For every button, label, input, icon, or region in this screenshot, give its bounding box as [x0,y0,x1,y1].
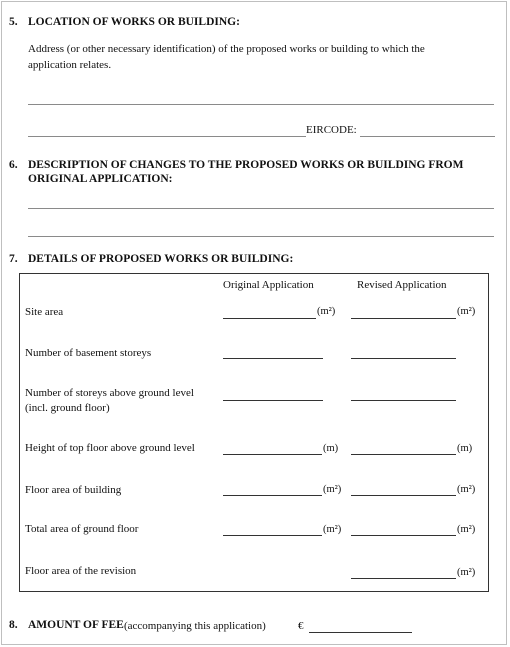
section-5-number: 5. [9,16,18,28]
row-label-storeys-above-ground: Number of storeys above ground level [25,387,194,399]
storeys-original-field[interactable] [223,400,323,401]
ground-floor-revised-field[interactable] [351,535,456,536]
unit-label: (m²) [457,484,476,495]
unit-label: (m²) [457,306,476,317]
unit-label: (m) [323,443,339,454]
euro-symbol: € [298,620,304,632]
height-revised-field[interactable] [351,454,456,455]
floor-area-revised-field[interactable] [351,495,456,496]
storeys-revised-field[interactable] [351,400,456,401]
unit-label: (m) [457,443,473,454]
fee-amount-field[interactable] [309,632,412,633]
row-label-revision-floor-area: Floor area of the revision [25,565,137,577]
row-label-ground-floor-area: Total area of ground floor [25,523,139,535]
unit-label: (m²) [323,484,342,495]
basement-revised-field[interactable] [351,358,456,359]
section-5-text-line2: application relates. [28,59,112,71]
section-6-title-line2: ORIGINAL APPLICATION: [28,173,173,185]
column-header-revised: Revised Application [357,279,447,291]
section-7-number: 7. [9,253,18,265]
details-table [19,273,489,592]
row-label-floor-area-building: Floor area of building [25,484,122,496]
section-5-title: LOCATION OF WORKS OR BUILDING: [28,16,240,28]
column-header-original: Original Application [223,279,314,291]
row-label-site-area: Site area [25,306,64,318]
unit-label: (m²) [317,306,336,317]
section-6-number: 6. [9,159,18,171]
row-label-storeys-note: (incl. ground floor) [25,402,110,414]
site-area-original-field[interactable] [223,318,316,319]
unit-label: (m²) [323,524,342,535]
ground-floor-original-field[interactable] [223,535,322,536]
unit-label: (m²) [457,567,476,578]
unit-label: (m²) [457,524,476,535]
section-5-text-line1: Address (or other necessary identification) of the proposed works or building to which the [28,43,425,55]
basement-original-field[interactable] [223,358,323,359]
row-label-height-top-floor: Height of top floor above ground level [25,442,195,454]
address-field-line2[interactable] [28,136,306,137]
section-8-number: 8. [9,619,18,631]
eircode-field[interactable] [360,136,495,137]
height-original-field[interactable] [223,454,322,455]
site-area-revised-field[interactable] [351,318,456,319]
eircode-label: EIRCODE: [306,124,357,136]
section-8-subtitle: (accompanying this application) [124,620,266,632]
section-6-title-line1: DESCRIPTION OF CHANGES TO THE PROPOSED WORKS OR BUILDING FROM [28,159,464,171]
address-field-line1[interactable] [28,104,494,105]
revision-area-revised-field[interactable] [351,578,456,579]
description-field-line1[interactable] [28,208,494,209]
section-8-title: AMOUNT OF FEE [28,619,124,631]
section-7-title: DETAILS OF PROPOSED WORKS OR BUILDING: [28,253,294,265]
row-label-basement-storeys: Number of basement storeys [25,347,152,359]
description-field-line2[interactable] [28,236,494,237]
floor-area-original-field[interactable] [223,495,322,496]
